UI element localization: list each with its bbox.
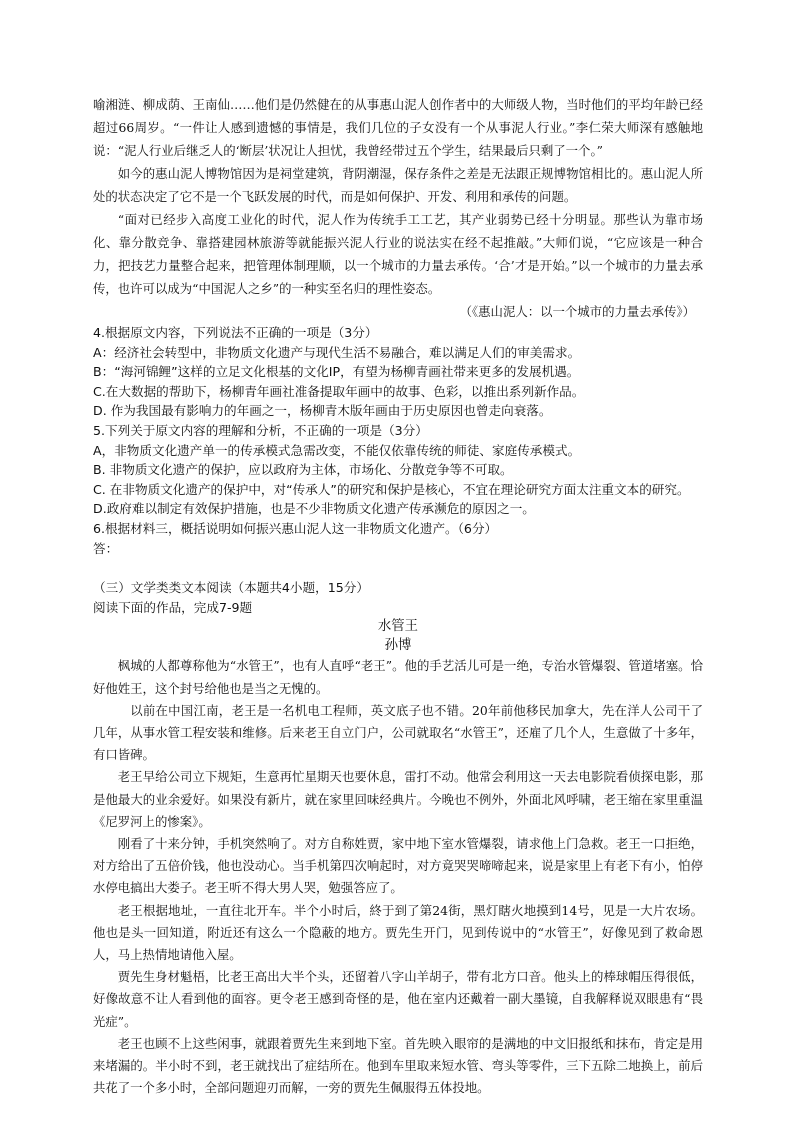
spacer [93, 558, 703, 578]
answer-option: D. 作为我国最有影响力的年画之一，杨柳青木版年画由于历史原因也曾走向衰落。 [93, 403, 552, 419]
question-stem: 4.根据原文内容，下列说法不正确的一项是（3分） [93, 325, 378, 340]
section-heading: （三）文学类类文本阅读（本题共4小题，15分） [93, 580, 369, 596]
story-paragraph: 老王早给公司立下规矩，生意再忙星期天也要休息，雷打不动。他常会利用这一天去电影院看侦探电影，那是他最大的业余爱好。如果没有新片，就在家里回味经典片。今晚也不例外，外面北风呼啸，老王缩在家里重温《尼罗河上的惨案》。 [93, 769, 703, 829]
question-stem: 6.根据材料三，概括说明如何振兴惠山泥人这一非物质文化遗产。（6分） [93, 520, 498, 536]
material-paragraph: “面对已经步入高度工业化的时代，泥人作为传统手工工艺，其产业弱势已经十分明显。那些认为靠市场化、靠分散竞争、靠搭建园林旅游等就能振兴泥人行业的说法实在经不起推敲。”大师们说，“它应该是一种合力，把技艺力量整合起来，把管理体制理顺，以一个城市的力量去承传。‘合’才是开始。”以一个城市的力量去承传，也许可以成为“中国泥人之乡”的一种实至名归的理性姿态。 [93, 212, 703, 296]
answer-option: A：经济社会转型中，非物质文化遗产与现代生活不易融合，难以满足人们的审美需求。 [93, 344, 581, 360]
question-stem: 5.下列关于原文内容的理解和分析，不正确的一项是（3分） [93, 422, 428, 438]
source-citation: （《惠山泥人：以一个城市的力量去承传》） [459, 304, 695, 319]
story-paragraph: 贾先生身材魁梧，比老王高出大半个头，还留着八字山羊胡子，带有北方口音。他头上的棒球帽压得很低，好像故意不让人看到他的面容。更令老王感到奇怪的是，他在室内还戴着一副大墨镜，自我解释说双眼患有“畏光症”。 [93, 969, 703, 1029]
exam-page [93, 93, 703, 1099]
story-paragraph: 以前在中国江南，老王是一名机电工程师，英文底子也不错。20年前他移民加拿大，先在洋人公司干了几年，从事水管工程安装和维修。后来老王自立门户，公司就取名“水管王”，还雇了几个人，生意做了十多年，有口皆碑。 [93, 702, 703, 763]
material-paragraph: 喻湘涟、柳成荫、王南仙……他们是仍然健在的从事惠山泥人创作者中的大师级人物，当时他们的平均年龄已经超过66周岁。“一件让人感到遗憾的事情是，我们几位的子女没有一个从事泥人行业。”李仁荣大师深有感触地说：“泥人行业后继乏人的‘断层’状况让人担忧，我曾经带过五个学生，结果最后只剩了一个。” [93, 97, 703, 158]
story-paragraph: 老王也顾不上这些闲事，就跟着贾先生来到地下室。首先映入眼帘的是满地的中文旧报纸和抹布，肯定是用来堵漏的。半小时不到，老王就找出了症结所在。他到车里取来短水管、弯头等零件，三下五除二地换上，前后共花了一个多小时，全部问题迎刃而解，一旁的贾先生佩服得五体投地。 [93, 1035, 703, 1096]
material-paragraph: 如今的惠山泥人博物馆因为是祠堂建筑，背阴潮湿，保存条件之差是无法跟正规博物馆相比的。惠山泥人所处的状态决定了它不是一个飞跃发展的时代，而是如何保护、开发、利用和承传的问题。 [93, 166, 703, 204]
answer-option: B. 非物质文化遗产的保护，应以政府为主体，市场化、分散竞争等不可取。 [93, 462, 513, 478]
question-4 [93, 323, 703, 421]
story-author: 孙博 [384, 638, 412, 654]
story-paragraph: 老王根据地址，一直往北开车。半个小时后，終于到了第24街，黑灯瞎火地摸到14号，见是一大片农场。他也是头一回知道，附近还有这么一个隐蔽的地方。贾先生开门，见到传说中的“水管王”，好像见到了救命恩人，马上热情地请他入屋。 [93, 902, 703, 962]
answer-option: D.政府难以制定有效保护措施，也是不少非物质文化遗产传承濒危的原因之一。 [93, 501, 535, 517]
answer-label: 答： [93, 540, 119, 556]
answer-option: A，非物质文化遗产单一的传承模式急需改变，不能仅依靠传统的师徒、家庭传承模式。 [93, 442, 581, 458]
story-paragraph: 枫城的人都尊称他为“水管王”，也有人直呼“老王”。他的手艺活儿可是一绝，专治水管爆裂、管道堵塞。恰好他姓王，这个封号给他也是当之无愧的。 [93, 658, 703, 696]
answer-option: B：“海河锦鲤”这样的立足文化根基的文化IP，有望为杨柳青画社带来更多的发展机遇。 [93, 364, 580, 380]
question-5 [93, 421, 703, 519]
question-6 [93, 519, 703, 558]
section-instruction: 阅读下面的作品，完成7-9题 [93, 599, 253, 615]
story-title: 水管王 [377, 619, 419, 635]
material-three [93, 93, 703, 323]
answer-option: C. 在非物质文化遗产的保护中，对“传承人”的研究和保护是核心，不宜在理论研究方面太注重文本的研究。 [93, 481, 690, 497]
answer-option: C.在大数据的帮助下，杨柳青年画社准备提取年画中的故事、色彩，以推出系列新作品。 [93, 383, 585, 399]
literary-reading-section [93, 578, 703, 1099]
story-paragraph: 刚看了十来分钟，手机突然响了。对方自称姓贾，家中地下室水管爆裂，请求他上门急救。老王一口拒绝，对方给出了五倍价钱，他也没动心。当手机第四次响起时，对方竟哭哭啼啼起来，说是家里上有老下有小，怕停水停电搞出大娄子。老王听不得大男人哭，勉强答应了。 [93, 835, 703, 896]
